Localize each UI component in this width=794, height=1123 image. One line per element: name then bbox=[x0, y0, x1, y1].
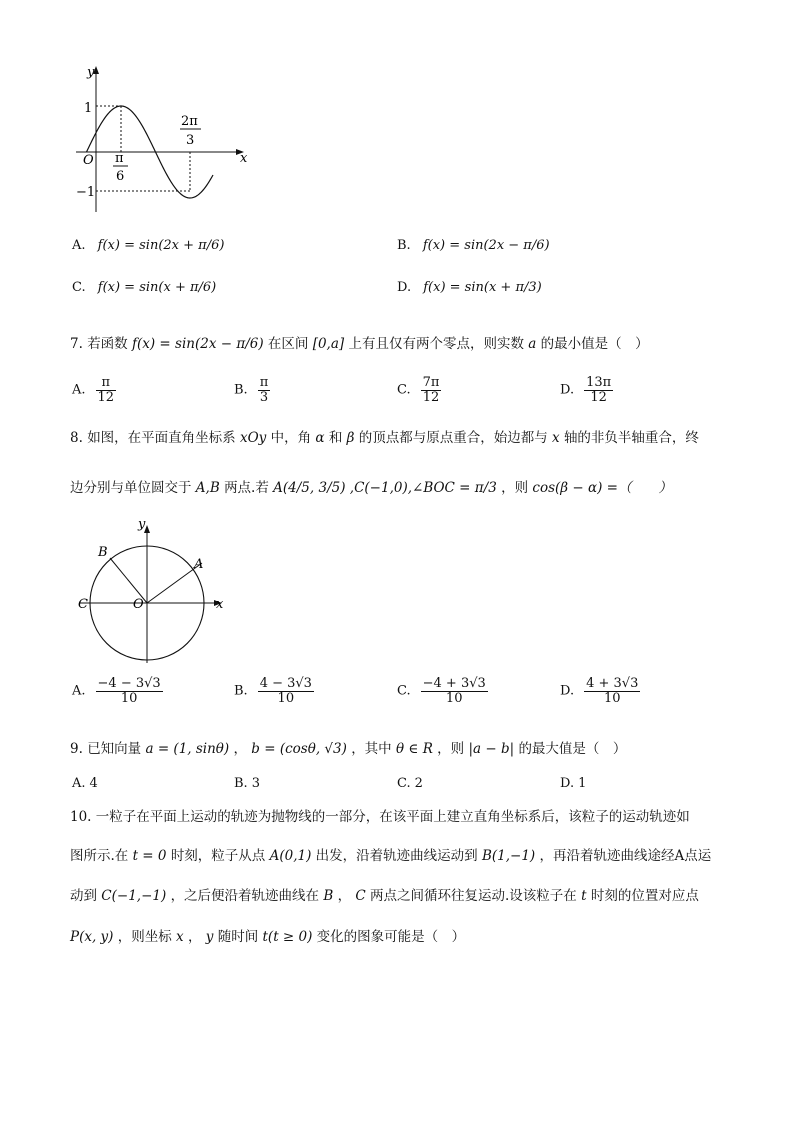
q7-end: 的最小值是（ ） bbox=[540, 336, 649, 352]
q8-option-label: C. bbox=[397, 683, 411, 699]
fraction-numerator: −4 + 3√3 bbox=[422, 676, 486, 691]
q10-c: C bbox=[355, 888, 366, 904]
q6-option-a-text: f(x) = sin(2x + π/6) bbox=[97, 238, 225, 253]
sine-graph bbox=[70, 62, 260, 227]
q10-x: x bbox=[176, 929, 184, 945]
q8-and: 和 bbox=[328, 430, 343, 446]
fraction-denominator: 10 bbox=[120, 690, 138, 706]
q7-prefix: 若函数 bbox=[87, 336, 128, 352]
q7-option-fraction bbox=[584, 376, 613, 404]
q9-option-value: 2 bbox=[414, 776, 423, 791]
q7-option-label: C. bbox=[397, 382, 411, 398]
q6-option-b-text: f(x) = sin(2x − π/6) bbox=[422, 238, 550, 253]
q8-text-1d: 轴的非负半轴重合，终 bbox=[563, 430, 699, 446]
q9-vector-b: b = (cosθ, √3) bbox=[251, 741, 347, 757]
q6-option-b[interactable] bbox=[397, 238, 550, 253]
q10-point-p: P(x, y) bbox=[70, 929, 114, 945]
fraction-denominator: 10 bbox=[603, 690, 621, 706]
q8-option-d[interactable] bbox=[560, 677, 642, 705]
q8-option-c[interactable] bbox=[397, 677, 490, 705]
fraction-numerator: 4 + 3√3 bbox=[586, 676, 639, 691]
origin-label: O bbox=[83, 153, 94, 168]
y-axis-label: y bbox=[138, 517, 146, 532]
q9-option-c[interactable] bbox=[397, 776, 423, 791]
q9-number: 9. bbox=[70, 741, 83, 757]
q10-b: B bbox=[323, 888, 334, 904]
q9-text-c: ，则 bbox=[437, 741, 465, 757]
q8-text-1c: 的顶点都与原点重合，始边都与 bbox=[358, 430, 548, 446]
y-min-label: −1 bbox=[76, 185, 96, 200]
q8-ab: A,B bbox=[195, 480, 220, 496]
fraction-numerator: −4 − 3√3 bbox=[97, 676, 161, 691]
q10-text-3d: 时刻的位置对应点 bbox=[590, 888, 699, 904]
q10-t: t bbox=[581, 888, 587, 904]
q8-option-label: A. bbox=[72, 683, 86, 699]
x1-denominator: 6 bbox=[116, 169, 125, 184]
q6-option-b-label: B. bbox=[397, 238, 411, 253]
fraction-denominator: 12 bbox=[97, 389, 115, 405]
q10-text-4b: 随时间 bbox=[217, 929, 259, 945]
q7-var: a bbox=[528, 336, 537, 352]
q8-option-fraction bbox=[584, 677, 640, 705]
fraction-numerator: 13π bbox=[586, 375, 612, 390]
fraction-denominator: 3 bbox=[259, 389, 269, 405]
q9-option-value: 1 bbox=[578, 776, 587, 791]
q8-option-fraction bbox=[421, 677, 488, 705]
q7-option-c[interactable] bbox=[397, 376, 443, 404]
q10-point-c: C(−1,−1) bbox=[101, 888, 167, 904]
q9-text-d: 的最大值是（ ） bbox=[518, 741, 627, 757]
unit-circle-graph bbox=[70, 515, 235, 665]
q8-text-2a: 边分别与单位圆交于 bbox=[70, 480, 192, 496]
q8-option-b[interactable] bbox=[234, 677, 316, 705]
q8-stem-line1 bbox=[70, 426, 699, 446]
q10-text-2b: 时刻，粒子从点 bbox=[170, 848, 266, 864]
q8-beta: β bbox=[346, 430, 355, 446]
q7-option-b[interactable] bbox=[234, 376, 272, 404]
q7-option-fraction bbox=[258, 376, 271, 404]
q7-stem bbox=[70, 332, 649, 352]
q9-expr: |a − b| bbox=[468, 741, 515, 757]
fraction-numerator: 7π bbox=[422, 375, 440, 390]
q6-option-d-text: f(x) = sin(x + π/3) bbox=[423, 280, 542, 295]
y-max-label: 1 bbox=[84, 101, 93, 116]
q10-text-3c: 两点之间循环往复运动.设该粒子在 bbox=[370, 888, 577, 904]
q8-number: 8. bbox=[70, 430, 83, 446]
fraction-numerator: π bbox=[259, 375, 269, 390]
x2-numerator: 2π bbox=[181, 114, 198, 129]
q7-option-a[interactable] bbox=[72, 376, 118, 404]
q8-text-1b: 中，角 bbox=[270, 430, 312, 446]
point-b-label: B bbox=[98, 545, 108, 560]
q9-text-b: ，其中 bbox=[351, 741, 392, 757]
q9-text-a: 已知向量 bbox=[87, 741, 142, 757]
q8-point-a: A(4/5, 3/5) bbox=[273, 480, 346, 496]
q9-option-a[interactable] bbox=[72, 776, 98, 791]
q8-option-fraction bbox=[96, 677, 163, 705]
q7-option-fraction bbox=[96, 376, 117, 404]
q10-text-3b: ，之后便沿着轨迹曲线在 bbox=[170, 888, 320, 904]
q9-vector-a: a = (1, sinθ) bbox=[145, 741, 230, 757]
q7-option-label: D. bbox=[560, 382, 575, 398]
q9-condition: θ ∈ R bbox=[395, 741, 433, 757]
fraction-numerator: π bbox=[96, 376, 117, 391]
q9-option-label: D. bbox=[560, 776, 575, 791]
x2-denominator: 3 bbox=[186, 133, 195, 148]
x-axis-label: x bbox=[216, 597, 224, 612]
q6-option-c-label: C. bbox=[72, 280, 86, 295]
q7-option-fraction bbox=[421, 376, 442, 404]
q7-option-label: B. bbox=[234, 382, 248, 398]
q10-line3: 动到 C(−1,−1) ，之后便沿着轨迹曲线在 B ， C 两点之间循环往复运动.设该粒子在 t 时刻的位置对应点 bbox=[70, 888, 699, 904]
q6-option-d-label: D. bbox=[397, 280, 412, 295]
q8-text-2c: ，则 bbox=[501, 480, 529, 496]
q9-option-label: B. bbox=[234, 776, 248, 791]
fraction-denominator: 10 bbox=[277, 690, 295, 706]
q6-option-d[interactable] bbox=[397, 280, 542, 295]
point-a-label: A bbox=[194, 557, 204, 572]
q6-option-a[interactable] bbox=[72, 238, 224, 253]
q10-text-2a: 图所示.在 bbox=[70, 848, 129, 864]
q7-suffix: 上有且仅有两个零点，则实数 bbox=[348, 336, 524, 352]
q8-option-fraction bbox=[258, 677, 314, 705]
q10-line4: P(x, y) ，则坐标 x ， y 随时间 t(t ≥ 0) 变化的图象可能是（ ） bbox=[70, 929, 466, 945]
q8-text-2b: 两点.若 bbox=[224, 480, 269, 496]
q7-option-d[interactable] bbox=[560, 376, 615, 404]
origin-label: O bbox=[133, 597, 144, 612]
q9-stem: 9. 已知向量 a = (1, sinθ) ， b = (cosθ, √3) ，其中 θ ∈ R ，则 |a − b| 的最大值是（ ） bbox=[70, 741, 627, 757]
q8-text-1a: 如图，在平面直角坐标系 bbox=[87, 430, 236, 446]
q7-mid: 在区间 bbox=[267, 336, 309, 352]
q8-option-label: D. bbox=[560, 683, 575, 699]
q9-option-label: C. bbox=[397, 776, 411, 791]
q6-option-c-text: f(x) = sin(x + π/6) bbox=[97, 280, 217, 295]
fraction-numerator: 4 − 3√3 bbox=[259, 676, 312, 691]
q10-text-2d: ，再沿着轨迹曲线途经A点运 bbox=[539, 848, 712, 864]
q8-option-a[interactable] bbox=[72, 677, 165, 705]
q8-stem-line2 bbox=[70, 476, 672, 496]
q10-point-a: A(0,1) bbox=[269, 848, 312, 864]
q10-t-condition: t(t ≥ 0) bbox=[262, 929, 313, 945]
q6-option-a-label: A. bbox=[72, 238, 86, 253]
q9-option-d[interactable] bbox=[560, 776, 586, 791]
q8-expr: cos(β − α) =（ ） bbox=[532, 480, 672, 496]
q8-point-c: ,C(−1,0),∠BOC = π/3 bbox=[349, 480, 497, 496]
fraction-denominator: 12 bbox=[590, 389, 607, 405]
q8-x: x bbox=[552, 430, 560, 446]
q6-option-c[interactable] bbox=[72, 280, 216, 295]
q9-option-b[interactable] bbox=[234, 776, 260, 791]
x1-numerator: π bbox=[115, 151, 124, 166]
q10-text-4a: ，则坐标 bbox=[117, 929, 172, 945]
q10-y: y bbox=[205, 929, 214, 945]
q10-text-2c: 出发，沿着轨迹曲线运动到 bbox=[315, 848, 478, 864]
q10-text-3a: 动到 bbox=[70, 888, 97, 904]
q10-t0: t = 0 bbox=[132, 848, 167, 864]
q9-option-label: A. bbox=[72, 776, 86, 791]
q10-point-b: B(1,−1) bbox=[481, 848, 536, 864]
q7-option-label: A. bbox=[72, 382, 86, 398]
q8-option-label: B. bbox=[234, 683, 248, 699]
q10-line2 bbox=[70, 844, 711, 864]
y-axis-label: y bbox=[87, 65, 95, 80]
fraction-denominator: 10 bbox=[445, 690, 463, 706]
q9-option-value: 4 bbox=[89, 776, 98, 791]
q8-alpha: α bbox=[315, 430, 325, 446]
q8-xoy: xOy bbox=[239, 430, 267, 446]
q10-text-4c: 变化的图象可能是（ ） bbox=[316, 929, 466, 945]
fraction-denominator: 12 bbox=[422, 389, 440, 405]
x-axis-label: x bbox=[240, 151, 248, 166]
point-c-label: C bbox=[78, 597, 88, 612]
q7-interval: [0,a] bbox=[312, 336, 345, 352]
q10-line1: 10. 一粒子在平面上运动的轨迹为抛物线的一部分，在该平面上建立直角坐标系后，该粒子的运动轨迹如 bbox=[70, 809, 690, 825]
q9-option-value: 3 bbox=[251, 776, 260, 791]
q7-number: 7. bbox=[70, 336, 83, 352]
q7-function: f(x) = sin(2x − π/6) bbox=[131, 336, 264, 352]
